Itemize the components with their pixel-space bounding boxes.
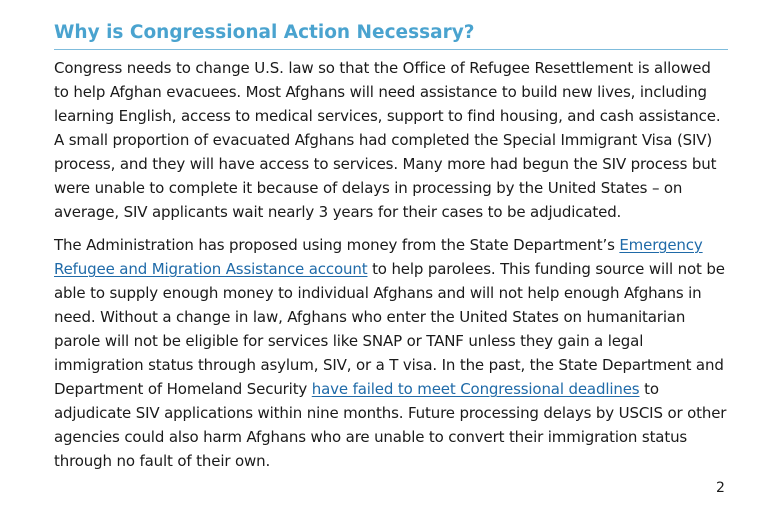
paragraph2-text-part3: to adjudicate SIV applications within nine months. Future processing delays by USCIS or other agencies could also harm Afghans who are unable to convert their immigration status through no fault of their own.	[54, 380, 727, 470]
page-number: 2	[716, 480, 725, 496]
paragraph-administration-proposal	[54, 233, 728, 473]
congressional-deadlines-link[interactable]: have failed to meet Congressional deadlines	[311, 380, 640, 398]
document-page	[54, 20, 728, 473]
section-heading: Why is Congressional Action Necessary?	[54, 20, 728, 50]
erma-account-link[interactable]: Emergency Refugee and Migration Assistance account	[54, 236, 703, 278]
paragraph-congress-change: Congress needs to change U.S. law so that the Office of Refugee Resettlement is allowed to help Afghan evacuees. Most Afghans will need assistance to build new lives, including learning English, access to medical services, support to find housing, and cash assistance. A small proportion of evacuated Afghans had completed the Special Immigrant Visa (SIV) process, and they will have access to services. Many more had begun the SIV process but were unable to complete it because of delays in processing by the United States – on average, SIV applicants wait nearly 3 years for their cases to be adjudicated.	[54, 59, 721, 221]
paragraph2-text-part2: to help parolees. This funding source will not be able to supply enough money to individual Afghans and will not help enough Afghans in need. Without a change in law, Afghans who enter the United States on humanitarian parole will not be eligible for services like SNAP or TANF unless they gain a legal immigration status through asylum, SIV, or a T visa. In the past, the State Department and Department of Homeland Security	[54, 260, 725, 398]
paragraph2-text-part1: The Administration has proposed using money from the State Department’s	[54, 236, 620, 254]
